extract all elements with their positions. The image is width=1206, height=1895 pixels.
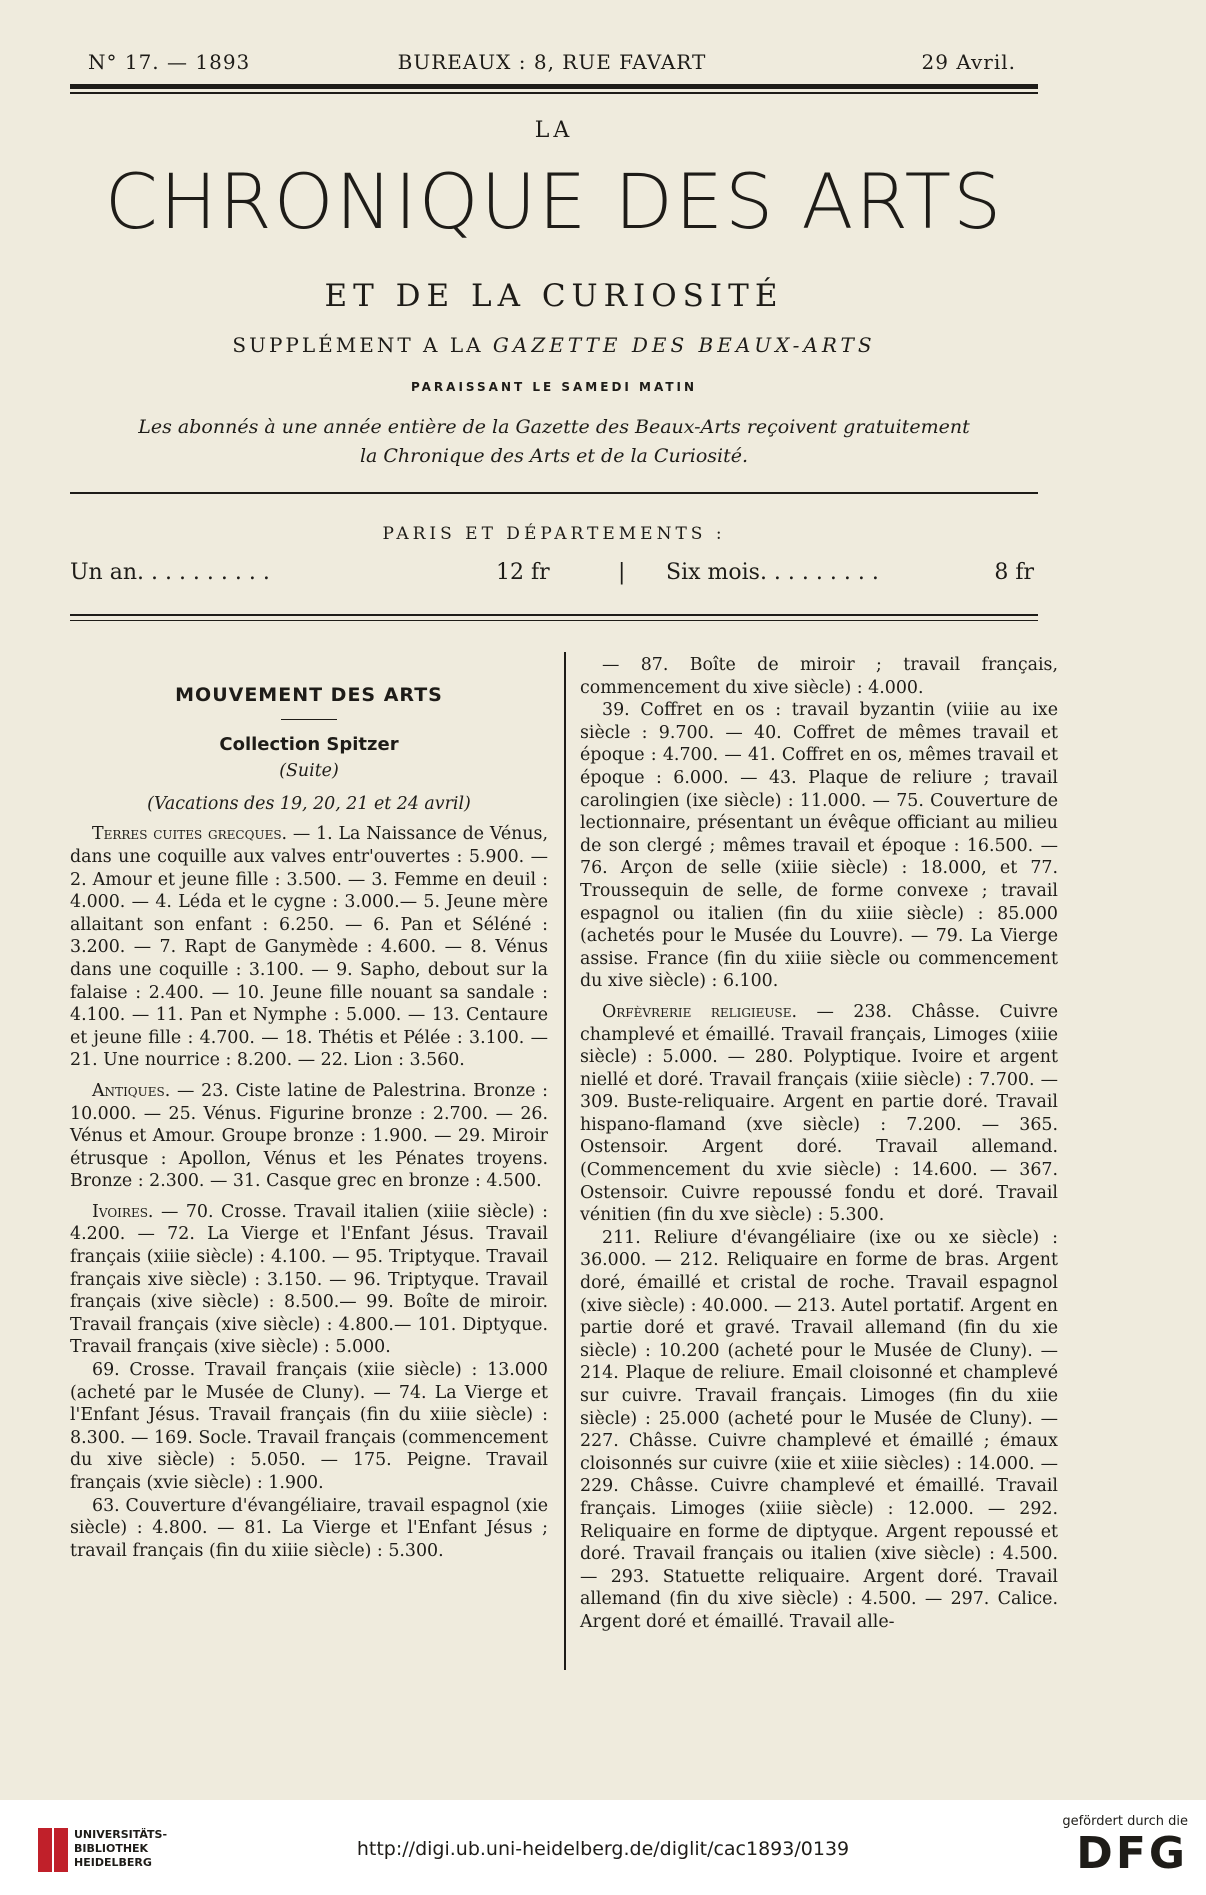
price-separator: | xyxy=(618,560,626,585)
paragraph: Terres cuites grecques. — 1. La Naissance de Vénus, dans une coquille aux valves entr'ouvertes : 5.900. — 2. Amour et jeune fille : 3.500. — 3. Femme en deuil : 4.000. — 4. Léda et le cygne : 3.000.— 5. Jeune mère allaitant son enfant : 6.250. — 6. Pan et Séléné : 3.200. — 7. Rapt de Ganymède : 4.600. — 8. Vénus dans une coquille : 3.100. — 9. Sapho, debout sur la falaise : 2.400. — 10. Jeune fille nouant sa sandale : 4.100. — 11. Pan et Nymphe : 5.000. — 13. Centaure et jeune fille : 4.700. — 18. Thétis et Pélée : 3.100. — 21. Une nourrice : 8.200. — 22. Lion : 3.560. xyxy=(70,824,548,1071)
paragraph: 211. Reliure d'évangéliaire (ixe ou xe siècle) : 36.000. — 212. Reliquaire en forme de bras. Argent doré, émaillé et cristal de roche. Travail espagnol (xive siècle) : 40.000. — 213. Autel portatif. Argent en partie doré et gravé. Travail allemand (fin du xie siècle) : 10.200 (acheté pour le Musée de Cluny). — 214. Plaque de reliure. Email cloisonné et champlevé sur cuivre. Travail français. Limoges (fin du xiie siècle) : 25.000 (acheté pour le Musée de Cluny). — 227. Châsse. Cuivre champlevé et émaillé ; émaux cloisonnés sur cuivre (xiie et xiiie siècles) : 14.000. — 229. Châsse. Cuivre champlevé et émaillé. Travail français. Limoges (xiiie siècle) : 12.000. — 292. Reliquaire en forme de diptyque. Argent repoussé et doré. Travail français ou italien (xive siècle) : 4.500. — 293. Statuette reliquaire. Argent doré. Travail allemand (fin du xive siècle) : 4.500. — 297. Calice. Argent doré et émaillé. Travail alle- xyxy=(580,1227,1058,1632)
column-divider xyxy=(564,652,566,1670)
paragraph-label: Terres cuites grecques. xyxy=(92,824,288,845)
right-column xyxy=(580,654,1058,1634)
subscription-heading: PARIS ET DÉPARTEMENTS : xyxy=(382,524,726,544)
paragraph: Antiques. — 23. Ciste latine de Palestrina. Bronze : 10.000. — 25. Vénus. Figurine bronze : 2.700. — 26. Vénus et Amour. Groupe bronze : 1.900. — 29. Miroir étrusque : Apollon, Vénus et les Pénates troyens. Bronze : 2.300. — 31. Casque grec en bronze : 4.500. xyxy=(70,1080,548,1192)
digitization-footer xyxy=(0,1800,1206,1895)
paragraph-label: Ivoires. xyxy=(92,1201,154,1222)
masthead-bottom-rule xyxy=(70,492,1038,494)
section-divider xyxy=(281,719,337,720)
bureaux-address: BUREAUX : 8, RUE FAVART xyxy=(397,50,707,74)
library-name: UNIVERSITÄTS- BIBLIOTHEK HEIDELBERG xyxy=(74,1828,168,1869)
subscription-rule-1 xyxy=(70,614,1038,616)
gazette-title: GAZETTE DES BEAUX-ARTS xyxy=(492,333,876,357)
section-title: MOUVEMENT DES ARTS xyxy=(175,684,443,706)
abonnes-notice xyxy=(70,413,1038,471)
suite-label: (Suite) xyxy=(279,761,339,782)
abonnes-line-2: la Chronique des Arts et de la Curiosité. xyxy=(359,445,749,467)
year-price: 12 fr xyxy=(496,560,550,585)
paragraph-label: Antiques. xyxy=(92,1080,171,1101)
paragraph: Ivoires. — 70. Crosse. Travail italien (xiiie siècle) : 4.200. — 72. La Vierge et l'Enfant Jésus. Travail français (xiiie siècle) : 4.100. — 95. Triptyque. Travail français xive siècle) : 3.150. — 96. Triptyque. Travail français (xive siècle) : 8.500.— 99. Boîte de miroir. Travail français (xive siècle) : 4.800.— 101. Diptyque. Travail français (xive siècle) : 5.000. xyxy=(70,1201,548,1358)
header-rule-thick xyxy=(70,84,1038,89)
dfg-wordmark: DFG xyxy=(1076,1828,1188,1879)
abonnes-line-1: Les abonnés à une année entière de la Gazette des Beaux-Arts reçoivent gratuitement xyxy=(138,416,970,438)
paragraph: 63. Couverture d'évangéliaire, travail espagnol (xie siècle) : 4.800. — 81. La Vierge et l'Enfant Jésus ; travail français (fin du xiiie siècle) : 5.300. xyxy=(70,1495,548,1561)
year-label: Un an. . . . . . . . . . xyxy=(70,560,270,585)
six-months-label: Six mois. . . . . . . . . xyxy=(666,560,879,585)
paragraph-label: Orfèvrerie religieuse. xyxy=(602,1001,798,1022)
masthead-header xyxy=(88,50,1016,80)
paragraph: Orfèvrerie religieuse. — 238. Châsse. Cuivre champlevé et émaillé. Travail français, Limoges (xiiie siècle) : 5.000. — 280. Polyptique. Ivoire et argent niellé et doré. Travail français (xiiie siècle) : 7.700. — 309. Buste-reliquaire. Argent en partie doré. Travail hispano-flamand (xve siècle) : 7.200. — 365. Ostensoir. Argent doré. Travail allemand. (Commencement du xvie siècle) : 14.600. — 367. Ostensoir. Cuivre repoussé fondu et doré. Travail vénitien (fin du xve siècle) : 5.300. xyxy=(580,1001,1058,1226)
funded-by-text: gefördert durch die xyxy=(1062,1814,1188,1829)
six-months-price: 8 fr xyxy=(994,560,1034,585)
left-column xyxy=(70,654,548,1562)
subscription-prices xyxy=(70,560,1038,592)
paragraph: 39. Coffret en os : travail byzantin (viiie au ixe siècle : 9.700. — 40. Coffret de mêmes travail et époque : 4.700. — 41. Coffret en os, mêmes travail et époque : 6.000. — 43. Plaque de reliure ; travail carolingien (ixe siècle) : 11.000. — 75. Couverture de lectionnaire, présentant un évêque officiant au milieu de son clergé ; mêmes travail et époque : 16.500. — 76. Arçon de selle (xiiie siècle) : 18.000, et 77. Troussequin de selle, de forme convexe ; travail espagnol ou italien (fin du xiiie siècle) : 85.000 (achetés pour le Musée du Louvre). — 79. La Vierge assise. France (fin du xiiie siècle ou commencement du xive siècle) : 6.100. xyxy=(580,700,1058,992)
collection-title: Collection Spitzer xyxy=(219,733,399,755)
title-article: LA xyxy=(534,118,574,143)
paragraph: — 87. Boîte de miroir ; travail français, commencement du xive siècle) : 4.000. xyxy=(580,655,1058,698)
dfg-logo xyxy=(1048,1814,1188,1879)
supplement-prefix: SUPPLÉMENT A LA xyxy=(232,333,484,357)
paragraph: 69. Crosse. Travail français (xiie siècle) : 13.000 (acheté par le Musée de Cluny). — 74. La Vierge et l'Enfant Jésus. Travail français (fin du xiiie siècle) : 8.300. — 169. Socle. Travail français (commencement du xive siècle) : 5.050. — 175. Peigne. Travail français (xvie siècle) : 1.900. xyxy=(70,1360,548,1493)
parution-line: PARAISSANT LE SAMEDI MATIN xyxy=(410,380,698,394)
supplement-line xyxy=(70,333,1038,357)
page-title: CHRONIQUE DES ARTS xyxy=(104,157,1004,246)
source-url-link[interactable]: http://digi.ub.uni-heidelberg.de/diglit/cac1893/0139 xyxy=(356,1838,850,1860)
header-rule-thin xyxy=(70,92,1038,94)
page-subtitle: ET DE LA CURIOSITÉ xyxy=(324,278,784,314)
subscription-rule-2 xyxy=(70,620,1038,621)
vacations-label: (Vacations des 19, 20, 21 et 24 avril) xyxy=(147,793,471,814)
issue-number: N° 17. — 1893 xyxy=(88,50,251,74)
issue-date: 29 Avril. xyxy=(921,50,1016,74)
